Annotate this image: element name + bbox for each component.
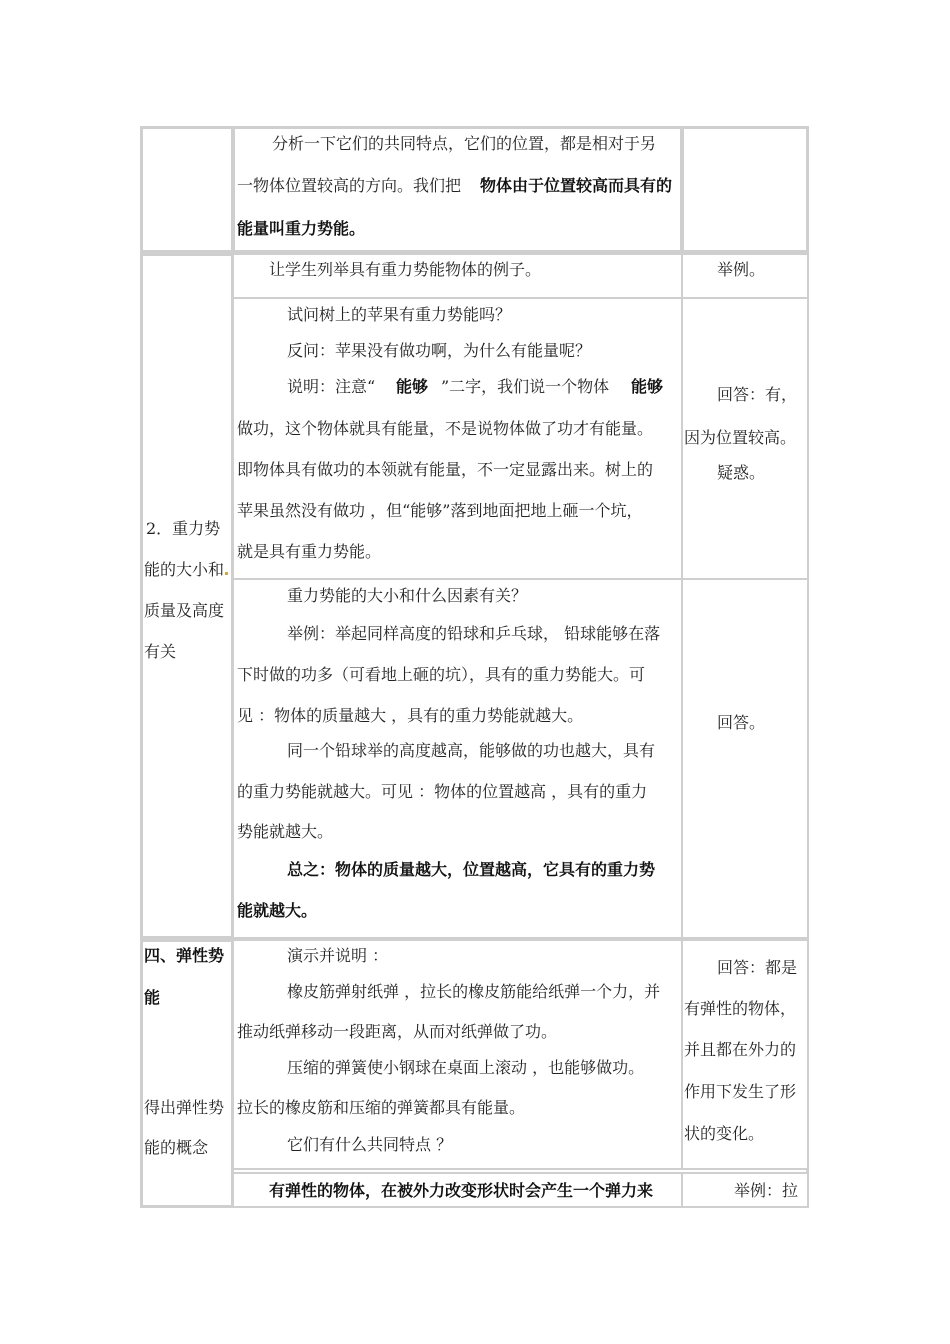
row2-sub-c-line: 重力势能的大小和什么因素有关？	[287, 586, 528, 605]
row3-right-text: 有弹性的物体，	[684, 999, 797, 1018]
row3-mid-line: 拉长的橡皮筋和压缩的弹簧都具有能量。	[237, 1098, 526, 1117]
row3-right-text: 回答：都是	[717, 958, 798, 977]
row2-sub-b-right-text: 回答：有，	[717, 385, 798, 404]
row2-left-text: 有关	[144, 642, 177, 661]
row2-sub-c-line: 势能就越大。	[237, 822, 334, 841]
row2-sub-b-line: 做功，这个物体就具有能量，不是说物体做了功才有能量。	[237, 419, 654, 438]
row2-sub-c-line: 下时做的功多（可看地上砸的坑），具有的重力势能大。可	[237, 665, 646, 684]
row3-left-text: 四、弹性势	[144, 946, 225, 965]
row3-mid-line: 压缩的弹簧使小钢球在桌面上滚动 ，也能够做功。	[287, 1058, 645, 1077]
row2-sub-b-line: 说明：注意“	[287, 377, 376, 396]
row2-sub-c-line: 的重力势能就越大。可见 ：物体的位置越高 ，具有的重力	[237, 782, 648, 801]
row2-sub-a-right-text: 举例。	[717, 260, 766, 279]
row2-sub-c-right-text: 回答。	[717, 713, 766, 732]
row2-left-cell	[140, 253, 234, 939]
row2-sub-b-bold: 能够	[631, 377, 664, 396]
row2-sub-b-line: 反问：苹果没有做功啊，为什么有能量呢？	[287, 341, 592, 360]
row3-mid-line: 它们有什么共同特点 ？	[287, 1135, 453, 1154]
row1-text-bold: 能量叫重力势能。	[237, 219, 366, 238]
row3-right-text: 作用下发生了形	[684, 1082, 797, 1101]
row2-sub-b-right-text: 因为位置较高。	[684, 428, 797, 447]
row4-mid-text: 有弹性的物体，在被外力改变形状时会产生一个弹力来	[269, 1181, 654, 1200]
row3-left-text: 得出弹性势	[144, 1098, 225, 1117]
row2-sub-b-right-text: 疑惑。	[717, 463, 766, 482]
row3-right-text: 并且都在外力的	[684, 1040, 797, 1059]
row3-left-text: 能的概念	[144, 1138, 209, 1157]
row1-text-line: 一物体位置较高的方向。我们把	[237, 176, 462, 195]
row2-sub-b-line: 就是具有重力势能。	[237, 542, 382, 561]
row2-sub-b-line: 苹果虽然没有做功 ，但“能够”落到地面把地上砸一个坑，	[237, 501, 643, 520]
row3-left-cell	[140, 939, 234, 1208]
row3-left-text: 能	[144, 988, 161, 1007]
row3-mid-line: 推动纸弹移动一段距离，从而对纸弹做了功。	[237, 1022, 558, 1041]
row2-sub-b-bold: 能够	[396, 377, 429, 396]
row2-sub-c-bold: 能就越大。	[237, 901, 318, 920]
row1-left-cell	[140, 126, 234, 253]
row2-sub-c-bold: 总之：物体的质量越大，位置越高，它具有的重力势	[287, 860, 656, 879]
row3-mid-line: 演示并说明 ：	[287, 946, 389, 965]
row1-text-line: 分析一下它们的共同特点，它们的位置，都是相对于另	[272, 134, 657, 153]
row2-sub-c-line: 见 ：物体的质量越大 ，具有的重力势能就越大。	[237, 706, 584, 725]
row2-sub-b-line: ”二字，我们说一个物体	[441, 377, 610, 396]
row1-text-bold: 物体由于位置较高而具有的	[480, 176, 673, 195]
row2-sub-a-text: 让学生列举具有重力势能物体的例子。	[269, 260, 542, 279]
row2-sub-c-line: 举例：举起同样高度的铅球和乒乓球， 铅球能够在落	[287, 624, 661, 643]
row2-sub-c-line: 同一个铅球举的高度越高，能够做的功也越大，具有	[287, 741, 656, 760]
row3-mid-line: 橡皮筋弹射纸弹 ，拉长的橡皮筋能给纸弹一个力，并	[287, 982, 661, 1001]
row1-right-cell	[681, 126, 809, 253]
row2-sub-c-right	[681, 578, 809, 939]
row3-right-text: 状的变化。	[684, 1124, 765, 1143]
row2-left-text: 能的大小和	[144, 560, 228, 580]
row2-left-text: 2．重力势	[146, 519, 221, 538]
row2-sub-b-line: 试问树上的苹果有重力势能吗？	[287, 305, 512, 324]
row4-right-text: 举例：拉	[734, 1181, 799, 1200]
row2-sub-b-line: 即物体具有做功的本领就有能量，不一定显露出来。树上的	[237, 460, 654, 479]
row2-left-text: 质量及高度	[144, 601, 225, 620]
